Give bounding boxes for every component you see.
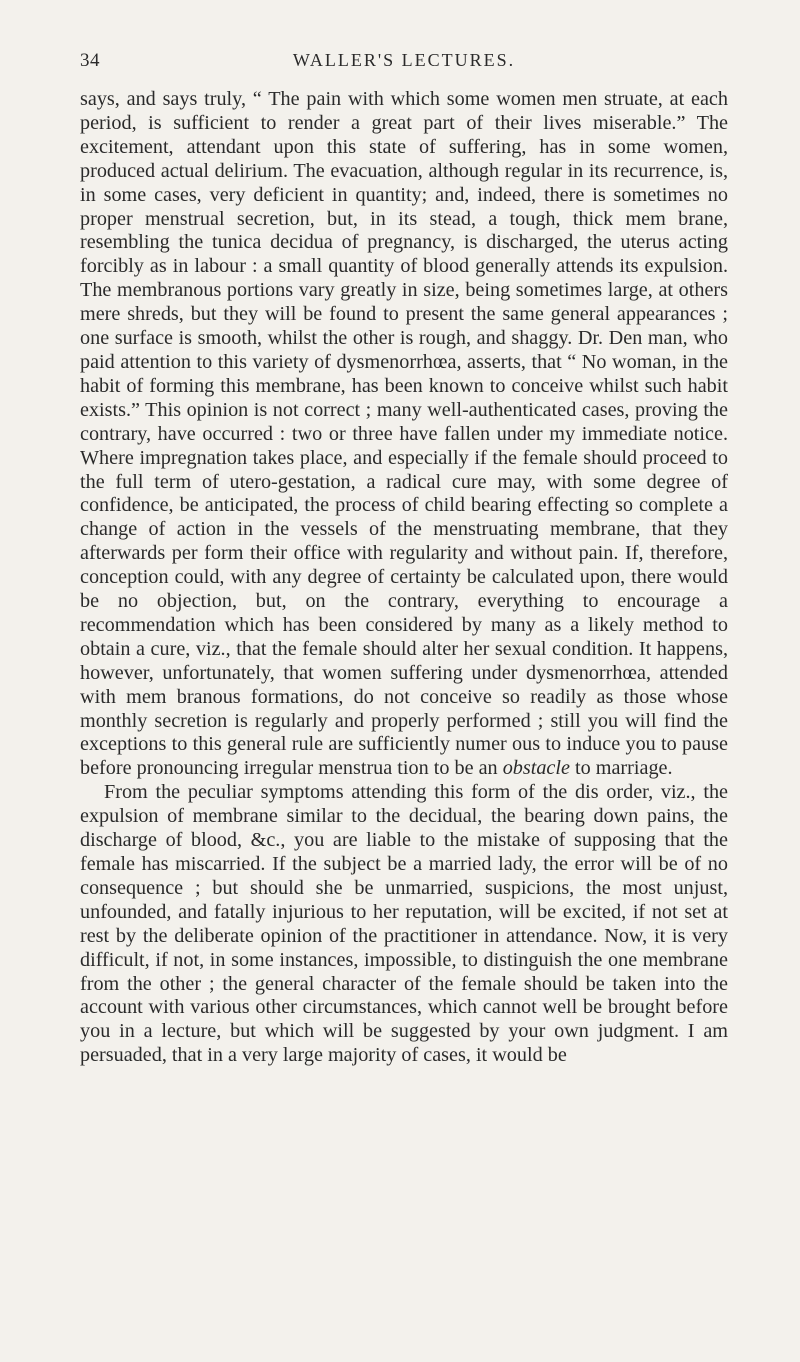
paragraph-text-end: to marriage. xyxy=(569,757,673,780)
running-head xyxy=(80,50,728,80)
paragraph-text: From the peculiar symptoms attending this form of the dis order, viz., the expulsion of membrane similar to the decidual, the bearing down pains, the discharge of blood, &c., you are liable to the mistake of supposing that the female has miscarried. If the subject be a married lady, the error will be of no consequence ; but should she be unmarried, suspicions, the most unjust, unfounded, and fatally injurious to her reputation, will be excited, if not set at rest by the deliberate opinion of the practitioner in attendance. Now, it is very difficult, if not, in some instances, impossible, to distinguish the one membrane from the other ; the general character of the female should be taken into the account with various other circumstances, which cannot well be brought before you in a lecture, but which will be suggested by your own judgment. I am persuaded, that in a very large majority of cases, it would be xyxy=(80,781,728,1067)
paragraph xyxy=(80,781,728,1068)
page-number: 34 xyxy=(80,50,100,71)
paragraph-text: says, and says truly, “ The pain with which some women men struate, at each period, is sufficient to render a great part of their lives miserable.” The excitement, attendant upon this state of suffering, has in some women, produced actual delirium. The evacuation, although regular in its recurrence, is, in some cases, very deficient in quantity; and, indeed, there is sometimes no proper menstrual secretion, but, in its stead, a tough, thick mem brane, resembling the tunica decidua of pregnancy, is discharged, the uterus acting forcibly as in labour : a small quantity of blood generally attends its expulsion. The membranous portions vary greatly in size, being sometimes large, at others mere shreds, but they will be found to present the same general appearances ; one surface is smooth, whilst the other is rough, and shaggy. Dr. Den man, who paid attention to this variety of dysmenorrhœa, asserts, that “ No woman, in the habit of forming this membrane, has been known to conceive whilst such habit exists.” This opinion is not correct ; many well-authenticated cases, proving the contrary, have occurred : two or three have fallen under my immediate notice. Where impregnation takes place, and especially if the female should proceed to the full term of utero-gestation, a radical cure may, with some degree of confidence, be anticipated, the process of child bearing effecting so complete a change of action in the vessels of the menstruating membrane, that they afterwards per form their office with regularity and without pain. If, therefore, conception could, with any degree of certainty be calculated upon, there would be no objection, but, on the contrary, everything to encourage a recommendation which has been considered by many as a likely method to obtain a cure, viz., that the female should alter her sexual condition. It happens, however, unfortunately, that women suffering under dysmenorrhœa, attended with mem branous formations, do not conceive so readily as those whose monthly secretion is regularly and properly performed ; still you will find the exceptions to this general rule are sufficiently numer ous to induce you to pause before pronouncing irregular menstrua tion to be an xyxy=(80,88,728,780)
running-title: WALLER'S LECTURES. xyxy=(292,50,516,70)
paragraph xyxy=(80,88,728,781)
italic-term: obstacle xyxy=(502,757,570,780)
body-text xyxy=(80,88,728,1068)
